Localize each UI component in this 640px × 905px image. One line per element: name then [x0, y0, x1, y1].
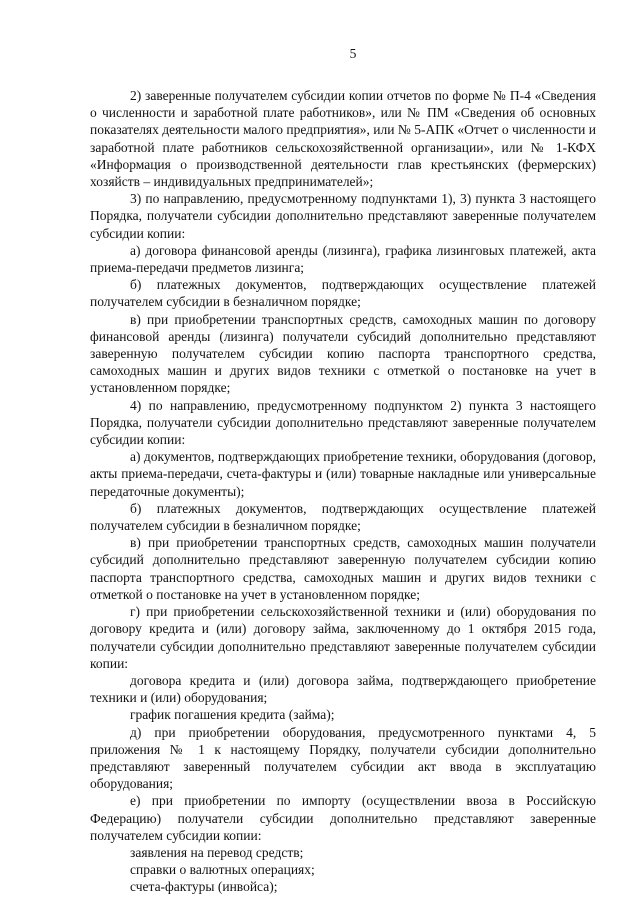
paragraph: в) при приобретении транспортных средств, самоходных машин по договору финансовой аренды (лизинга) получатели субсидий дополнительно представляют заверенную получателем субсидии копию паспорта транспортного средства, самоходных машин и других видов техники с отметкой о постановке на учет в установленном порядке;: [90, 311, 596, 396]
paragraph: а) договора финансовой аренды (лизинга), графика лизинговых платежей, акта приема-передачи предметов лизинга;: [90, 242, 596, 276]
paragraph: г) при приобретении сельскохозяйственной техники и (или) оборудования по договору кредита и (или) договору займа, заключенному до 1 октября 2015 года, получатели субсидии дополнительно представляют заверенные получателем субсидии копии:: [90, 604, 596, 671]
paragraph: договора кредита и (или) договора займа, подтверждающего приобретение техники и (или) оборудования;: [90, 672, 596, 706]
page-number: 5: [349, 46, 357, 61]
paragraph: 4) по направлению, предусмотренному подпунктом 2) пункта 3 настоящего Порядка, получатели субсидии дополнительно представляют заверенные получателем субсидии копии:: [90, 397, 596, 448]
paragraph: б) платежных документов, подтверждающих осуществление платежей получателем субсидии в безналичном порядке;: [90, 500, 596, 534]
paragraph: 3) по направлению, предусмотренному подпунктами 1), 3) пункта 3 настоящего Порядка, получатели субсидии дополнительно представляют заверенные получателем субсидии копии:: [90, 191, 596, 241]
paragraph: счета-фактуры (инвойса);: [130, 879, 278, 895]
paragraph: 2) заверенные получателем субсидии копии отчетов по форме № П-4 «Сведения о численности и заработной плате работников», или № ПМ «Сведения об основных показателях деятельности малого предприятия», или № 5-АПК «Отчет о численности и заработной плате работников сельскохозяйственной организации», или № 1-КФХ «Информация о производственной деятельности глав крестьянских (фермерских) хозяйств – индивидуальных предпринимателей»;: [90, 88, 596, 190]
paragraph: график погашения кредита (займа);: [130, 707, 335, 723]
paragraph: е) при приобретении по импорту (осуществлении ввоза в Российскую Федерацию) получатели субсидии дополнительно представляют заверенные получателем субсидии копии:: [90, 793, 596, 843]
paragraph: в) при приобретении транспортных средств, самоходных машин получатели субсидий дополнительно представляют заверенную получателем субсидии копию паспорта транспортного средства, самоходных машин и других видов техники с отметкой о постановке на учет в установленном порядке;: [90, 535, 596, 602]
paragraph: а) документов, подтверждающих приобретение техники, оборудования (договор, акты приема-передачи, счета-фактуры и (или) товарные накладные или универсальные передаточные документы);: [90, 449, 596, 499]
paragraph: б) платежных документов, подтверждающих осуществление платежей получателем субсидии в безналичном порядке;: [90, 277, 596, 310]
paragraph: д) при приобретении оборудования, предусмотренного пунктами 4, 5 приложения № 1 к настоящему Порядку, получатели субсидии дополнительно представляют заверенный получателем субсидии акт ввода в эксплуатацию оборудования;: [90, 724, 596, 792]
paragraph: заявления на перевод средств;: [130, 844, 304, 860]
document-body: [90, 87, 596, 896]
paragraph: справки о валютных операциях;: [130, 862, 315, 878]
